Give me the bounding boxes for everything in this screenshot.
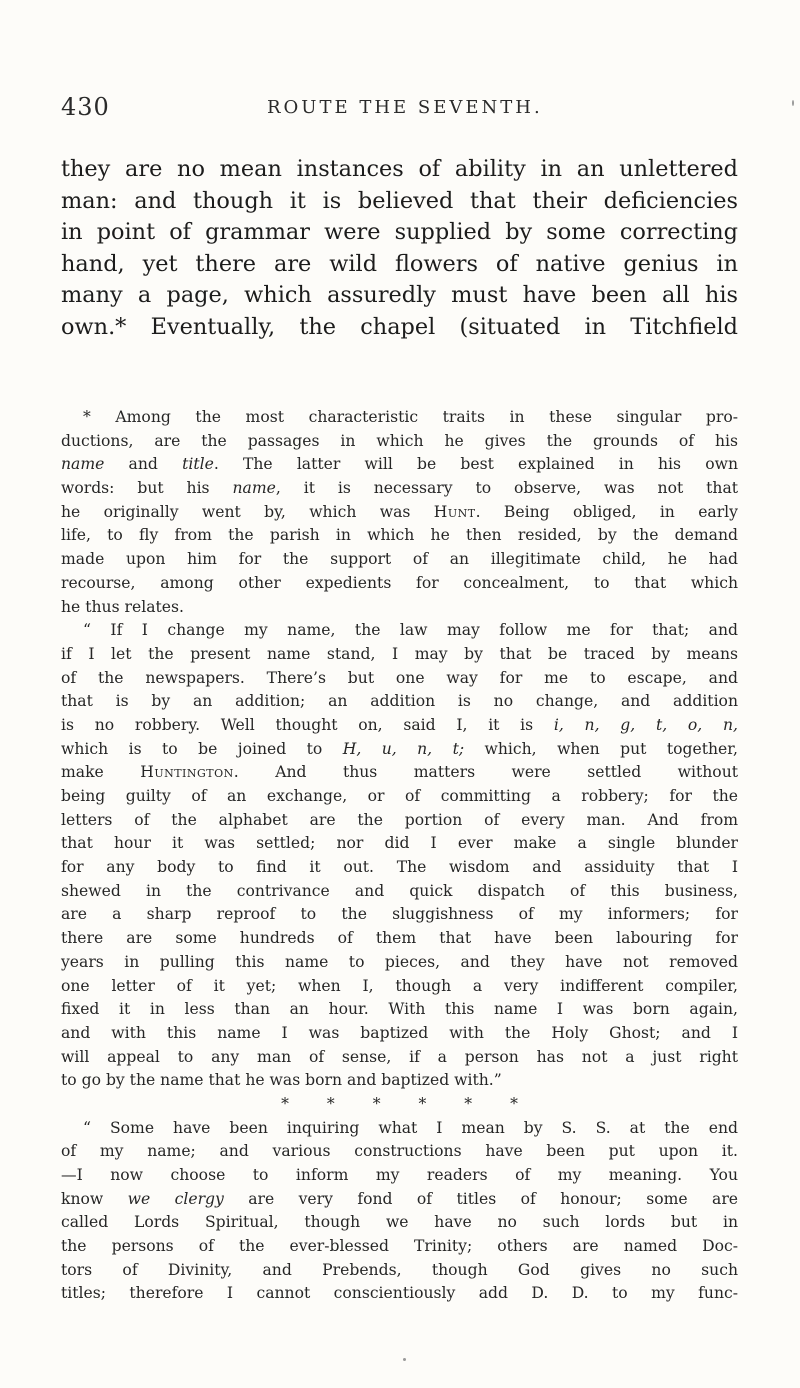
footnote-line: one letter of it yet; when I, though a very indifferent compiler, bbox=[61, 976, 738, 995]
main-text bbox=[61, 154, 738, 343]
footnote-line: years in pulling this name to pieces, and they have not removed bbox=[61, 952, 738, 971]
footnote-line: know we clergy are very fond of titles of honour; some are bbox=[61, 1189, 739, 1208]
footnote-line: “ If I change my name, the law may follow me for that; and bbox=[83, 621, 738, 640]
footnote-line: “ Some have been inquiring what I mean by S. S. at the end bbox=[83, 1118, 738, 1137]
footnote-line: ductions, are the passages in which he gives the grounds of his bbox=[61, 431, 738, 450]
footnote-line: being guilty of an exchange, or of committing a robbery; for the bbox=[61, 787, 738, 805]
footnote-line: he originally went by, which was Hunt. Being obliged, in early bbox=[61, 502, 738, 521]
footnote bbox=[61, 406, 738, 1306]
emphasis: i, n, g, t, o, n, bbox=[553, 715, 738, 734]
main-text-line: in point of grammar were supplied by some correcting bbox=[61, 219, 738, 245]
emphasis: we clergy bbox=[127, 1189, 224, 1208]
footnote-line: which is to be joined to H, u, n, t; which, when put together, bbox=[61, 739, 738, 758]
running-title: ROUTE THE SEVENTH. bbox=[267, 97, 543, 118]
footnote-line: letters of the alphabet are the portion of every man. And from bbox=[61, 810, 738, 829]
footnote-line: life, to fly from the parish in which he then resided, by the demand bbox=[61, 526, 738, 545]
footnote-line: of the newspapers. There’s but one way for me to escape, and bbox=[61, 668, 738, 687]
main-text-line: they are no mean instances of ability in an unlettered bbox=[61, 156, 738, 182]
footnote-line: words: but his name, it is necessary to observe, was not that bbox=[61, 479, 739, 498]
main-text-line: hand, yet there are wild flowers of native genius in bbox=[61, 250, 738, 277]
asterism: ****** bbox=[281, 1094, 556, 1113]
footnote-line: if I let the present name stand, I may by that be traced by means bbox=[61, 644, 738, 663]
footnote-line: are a sharp reproof to the sluggishness of my informers; for bbox=[61, 905, 738, 924]
main-text-line: own.* Eventually, the chapel (situated in Titchfield bbox=[61, 313, 738, 340]
footnote-line: is no robbery. Well thought on, said I, it is i, n, g, t, o, n, bbox=[61, 715, 738, 734]
footnote-line: —I now choose to inform my readers of my meaning. You bbox=[61, 1166, 738, 1184]
small-caps-name: Hunt bbox=[433, 502, 476, 521]
footnote-line: and with this name I was baptized with the Holy Ghost; and I bbox=[61, 1023, 738, 1042]
footnote-line: shewed in the contrivance and quick dispatch of this business, bbox=[61, 881, 738, 900]
page-number: 430 bbox=[61, 93, 110, 121]
footnote-line: the persons of the ever-blessed Trinity; others are named Doc- bbox=[61, 1237, 738, 1256]
footnote-line: to go by the name that he was born and baptized with.” bbox=[61, 1071, 502, 1090]
footnote-line: recourse, among other expedients for concealment, to that which bbox=[61, 573, 738, 592]
footnote-line: titles; therefore I cannot conscientiously add D. D. to my func- bbox=[61, 1284, 738, 1303]
emphasis: title bbox=[182, 455, 214, 474]
footnote-line: fixed it in less than an hour. With this name I was born again, bbox=[61, 1000, 738, 1019]
footnote-line: name and title. The latter will be best explained in his own bbox=[61, 455, 738, 474]
footnote-line: called Lords Spiritual, though we have no such lords but in bbox=[61, 1213, 738, 1232]
print-speck bbox=[792, 100, 794, 106]
footnote-line: made upon him for the support of an illegitimate child, he had bbox=[61, 550, 738, 569]
main-text-line: man: and though it is believed that their deficiencies bbox=[61, 187, 738, 214]
footnote-line: tors of Divinity, and Prebends, though God gives no such bbox=[61, 1260, 738, 1279]
footnote-line: * Among the most characteristic traits in these singular pro- bbox=[83, 408, 738, 426]
main-text-line: many a page, which assuredly must have been all his bbox=[61, 282, 738, 308]
emphasis: H, u, n, t; bbox=[342, 739, 465, 758]
small-caps-name: Huntington bbox=[140, 763, 234, 782]
footnote-line: that is by an addition; an addition is no change, and addition bbox=[61, 692, 738, 711]
emphasis: name bbox=[61, 455, 105, 474]
footnote-line: there are some hundreds of them that have been labouring for bbox=[61, 929, 738, 948]
footnote-line: for any body to find it out. The wisdom and assiduity that I bbox=[61, 858, 738, 877]
footnote-line: will appeal to any man of sense, if a person has not a just right bbox=[61, 1047, 738, 1066]
running-head bbox=[61, 93, 737, 123]
footnote-line: make Huntington. And thus matters were settled without bbox=[61, 763, 738, 782]
footnote-line: that hour it was settled; nor did I ever make a single blunder bbox=[61, 834, 738, 853]
footnote-line: he thus relates. bbox=[61, 597, 184, 616]
emphasis: name bbox=[232, 479, 276, 498]
footnote-line: of my name; and various constructions have been put upon it. bbox=[61, 1142, 738, 1161]
print-speck bbox=[403, 1358, 406, 1361]
